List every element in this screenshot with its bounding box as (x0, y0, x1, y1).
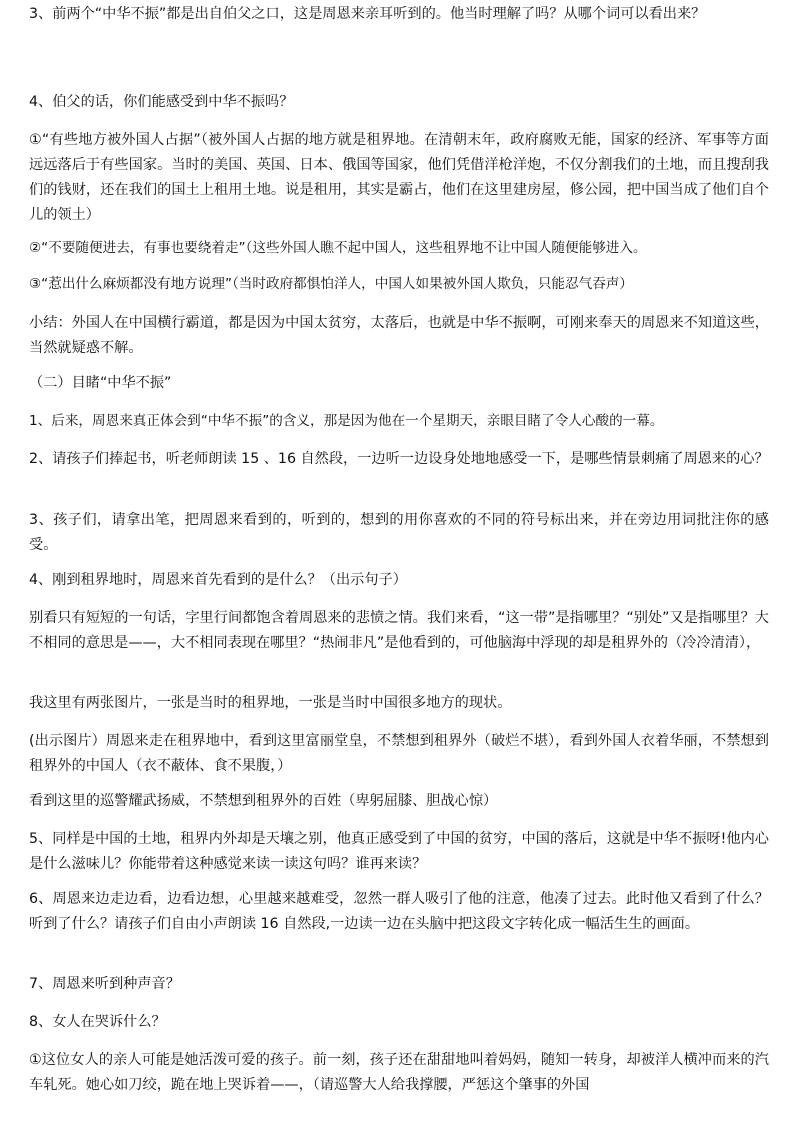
paragraph-step-6: 6、周恩来边走边看，边看边想，心里越来越难受，忽然一群人吸引了他的注意，他凑了过去。此时他又看到了什么？听到了什么？请孩子们自由小声朗读 16 自然段,一边读一边在头脑中把这段文字转化成一幅活生生的画面。 (29, 891, 769, 932)
paragraph-analysis: 别看只有短短的一句话，字里行间都饱含着周恩来的悲愤之情。我们来看，“这一带”是指哪里？“别处”又是指哪里？大不相同的意思是——，大不相同表现在哪里？“热闹非凡”是他看到的，可他脑海中浮现的却是租界外的（冷冷清清）， (29, 610, 769, 651)
paragraph-step-5: 5、同样是中国的土地，租界内外却是天壤之别，他真正感受到了中国的贫穷，中国的落后，这就是中华不振呀!他内心是什么滋味儿？你能带着这种感觉来读一读这句吗？谁再来读？ (29, 831, 769, 872)
paragraph-question-4: 4、伯父的话，你们能感受到中华不振吗？ (29, 94, 294, 110)
paragraph-point-3: ③“惹出什么麻烦都没有地方说理”（当时政府都惧怕洋人，中国人如果被外国人欺负，只能忍气吞声） (29, 276, 633, 292)
paragraph-step-3: 3、孩子们，请拿出笔，把周恩来看到的，听到的，想到的用你喜欢的不同的符号标出来，并在旁边用词批注你的感受。 (29, 512, 769, 553)
paragraph-pictures: 我这里有两张图片，一张是当时的租界地，一张是当时中国很多地方的现状。 (29, 695, 512, 711)
paragraph-point-2: ②“不要随便进去，有事也要绕着走”（这些外国人瞧不起中国人，这些租界地不让中国人随便能够进入。 (29, 240, 647, 256)
paragraph-step-1: 1、后来，周恩来真正体会到“中华不振”的含义，那是因为他在一个星期天，亲眼目睹了令人心酸的一幕。 (29, 413, 664, 429)
paragraph-step-2: 2、请孩子们捧起书，听老师朗读 15 、16 自然段，一边听一边设身处地地感受一下，是哪些情景刺痛了周恩来的心？ (29, 451, 769, 467)
paragraph-answer-1: ①这位女人的亲人可能是她活泼可爱的孩子。前一刻，孩子还在甜甜地叫着妈妈，随知一转身，却被洋人横冲而来的汽车轧死。她心如刀绞，跪在地上哭诉着——，（请巡警大人给我撑腰，严惩这个肇事的外国 (29, 1052, 769, 1093)
paragraph-question-3: 3、前两个“中华不振”都是出自伯父之口，这是周恩来亲耳听到的。他当时理解了吗？从哪个词可以看出来？ (29, 6, 706, 22)
paragraph-summary: 小结：外国人在中国横行霸道，都是因为中国太贫穷，太落后，也就是中华不振啊，可刚来奉天的周恩来不知道这些，当然就疑惑不解。 (29, 315, 769, 356)
paragraph-police: 看到这里的巡警耀武扬威，不禁想到租界外的百姓（卑躬屈膝、胆战心惊） (29, 793, 498, 809)
paragraph-step-4: 4、刚到租界地时，周恩来首先看到的是什么？（出示句子） (29, 572, 407, 588)
paragraph-step-8: 8、女人在哭诉什么？ (29, 1014, 166, 1030)
paragraph-step-7: 7、周恩来听到种声音？ (29, 976, 180, 992)
paragraph-show-pictures: (出示图片）周恩来走在租界地中，看到这里富丽堂皇，不禁想到租界外（破烂不堪），看到外国人衣着华丽，不禁想到租界外的中国人（衣不蔽体、食不果腹，） (29, 733, 769, 774)
section-heading: （二）目睹“中华不振” (29, 375, 172, 391)
paragraph-point-1: ①“有些地方被外国人占据”（被外国人占据的地方就是租界地。在清朝末年，政府腐败无能，国家的经济、军事等方面远远落后于有些国家。当时的美国、英国、日本、俄国等国家，他们凭借洋枪洋炮，不仅分割我们的土地，而且搜刮我们的钱财，还在我们的国土上租用土地。说是租用，其实是霸占，他们在这里建房屋，修公园，把中国当成了他们自个儿的领土） (29, 132, 769, 223)
